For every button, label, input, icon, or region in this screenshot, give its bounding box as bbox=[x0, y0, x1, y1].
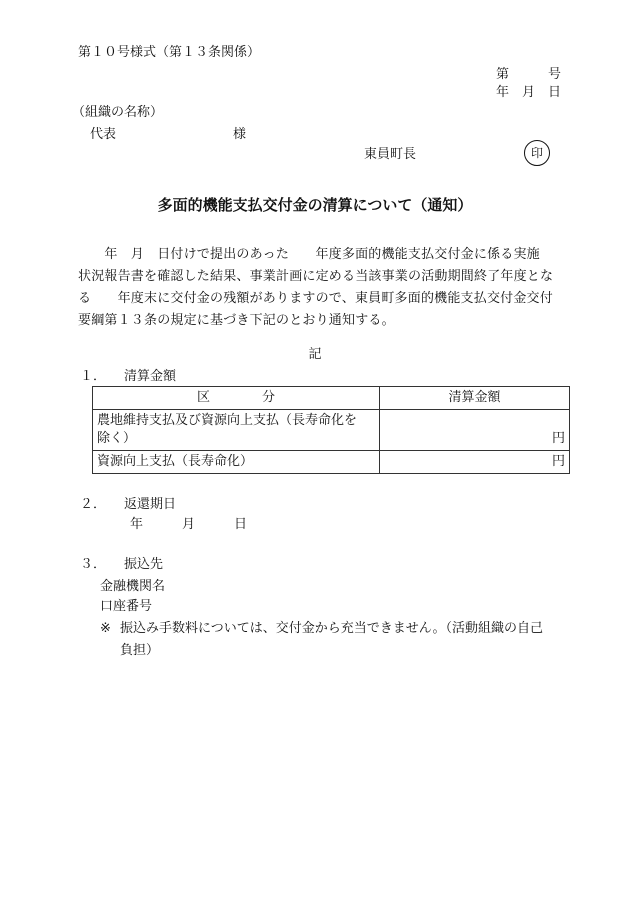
note-line: 負担） bbox=[120, 643, 160, 658]
table-row bbox=[93, 451, 570, 474]
header-category: 区 分 bbox=[93, 387, 380, 410]
row-amount-unit: 円 bbox=[380, 410, 570, 451]
body-line: 状況報告書を確認した結果、事業計画に定める当該事業の活動期間終了年度とな bbox=[78, 269, 554, 284]
recipient-representative: 代表 様 bbox=[90, 127, 247, 142]
header-amount: 清算金額 bbox=[380, 387, 570, 410]
body-line: る 年度末に交付金の残額がありますので、東員町多面的機能支払交付金交付 bbox=[78, 291, 553, 306]
document-title: 多面的機能支払交付金の清算について（通知） bbox=[157, 196, 473, 214]
section2-title: 返還期日 bbox=[124, 497, 177, 512]
table-header-row bbox=[93, 387, 570, 410]
section1-number: １． bbox=[80, 369, 107, 384]
table-row bbox=[93, 410, 570, 451]
section1-title: 清算金額 bbox=[124, 369, 177, 384]
body-line: 年 月 日付けで提出のあった 年度多面的機能支払交付金に係る実施 bbox=[78, 247, 540, 262]
section3-title: 振込先 bbox=[124, 557, 164, 572]
return-date: 年 月 日 bbox=[130, 517, 248, 532]
document-date: 年 月 日 bbox=[496, 85, 562, 100]
form-label: 第１０号様式（第１３条関係） bbox=[78, 45, 261, 60]
note-mark: ※ bbox=[100, 621, 111, 636]
note-line: 振込み手数料については、交付金から充当できません。（活動組織の自己 bbox=[120, 621, 544, 636]
ki-label: 記 bbox=[308, 347, 322, 362]
document-number: 第 号 bbox=[496, 67, 562, 82]
bank-name-label: 金融機関名 bbox=[100, 579, 166, 594]
notice-body bbox=[78, 244, 570, 332]
section3-number: ３． bbox=[80, 557, 107, 572]
section2-number: ２． bbox=[80, 497, 107, 512]
seal-mark: 印 bbox=[524, 140, 550, 166]
body-line: 要綱第１３条の規定に基づき下記のとおり通知する。 bbox=[78, 313, 395, 328]
settlement-table bbox=[92, 386, 570, 474]
row-amount-unit: 円 bbox=[380, 451, 570, 474]
row-category: 農地維持支払及び資源向上支払（長寿命化を 除く） bbox=[93, 410, 380, 451]
recipient-organization: （組織の名称） bbox=[72, 105, 164, 120]
issuer-name: 東員町長 bbox=[364, 147, 417, 162]
account-number-label: 口座番号 bbox=[100, 599, 153, 614]
row-category: 資源向上支払（長寿命化） bbox=[93, 451, 380, 474]
